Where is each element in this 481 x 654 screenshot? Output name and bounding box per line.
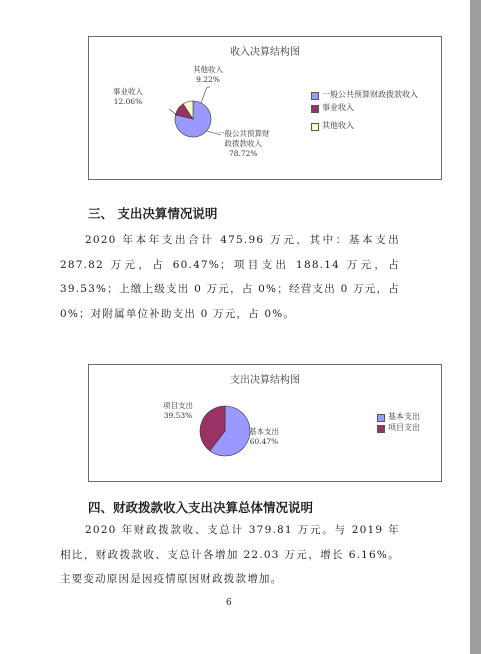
section-heading-expenditure: 三、 支出决算情况说明 xyxy=(88,206,218,221)
legend-swatch xyxy=(311,123,319,131)
paragraph-expenditure: 2020 年本年支出合计 475.96 万元，其中：基本支出 287.82 万元，占 60.47%；项目支出 188.14 万元，占 39.53%；上缴上级支出 0 万元，占 0%；经营支出 0 万元，占 0%；对附属单位补助支出 0 万元，占 0%。 xyxy=(60,234,400,320)
slice-label-other-income: 其他收入 9.22% xyxy=(193,65,223,84)
page-number: 6 xyxy=(226,598,232,608)
legend-item: 其他收入 xyxy=(311,121,423,131)
legend-swatch xyxy=(377,425,385,433)
legend-item: 基本支出 xyxy=(377,412,437,422)
chart-legend xyxy=(311,90,423,134)
paragraph-fiscal-allocation: 2020 年财政拨款收、支总计 379.81 万元。与 2019 年相比，财政拨款收、支总计各增加 22.03 万元，增长 6.16%。主要变动原因是因疫情原因财政拨款增加。 xyxy=(60,524,400,585)
page-edge-bar xyxy=(470,0,481,654)
chart-title: 收入决算结构图 xyxy=(230,47,300,58)
slice-label-project-expenditure: 项目支出 39.53% xyxy=(163,401,193,420)
chart-legend xyxy=(377,412,437,436)
legend-swatch xyxy=(377,414,385,422)
legend-item: 一般公共预算财政拨款收入 xyxy=(311,90,423,100)
slice-label-fiscal-allocation: 一般公共预算财 政拨款收入 78.72% xyxy=(217,129,270,158)
slice-label-business-income: 事业收入 12.06% xyxy=(113,87,143,106)
income-structure-chart xyxy=(88,36,442,180)
leader-line xyxy=(201,87,207,103)
section-heading-fiscal-allocation: 四、财政拨款收入支出决算总体情况说明 xyxy=(88,500,314,515)
legend-swatch xyxy=(311,92,319,100)
legend-swatch xyxy=(311,105,319,113)
chart-title: 支出决算结构图 xyxy=(230,375,300,386)
expenditure-structure-chart xyxy=(88,364,442,482)
leader-line xyxy=(169,109,177,115)
legend-item: 项目支出 xyxy=(377,423,437,433)
slice-label-basic-expenditure: 基本支出 60.47% xyxy=(249,427,279,446)
legend-item: 事业收入 xyxy=(311,103,423,113)
